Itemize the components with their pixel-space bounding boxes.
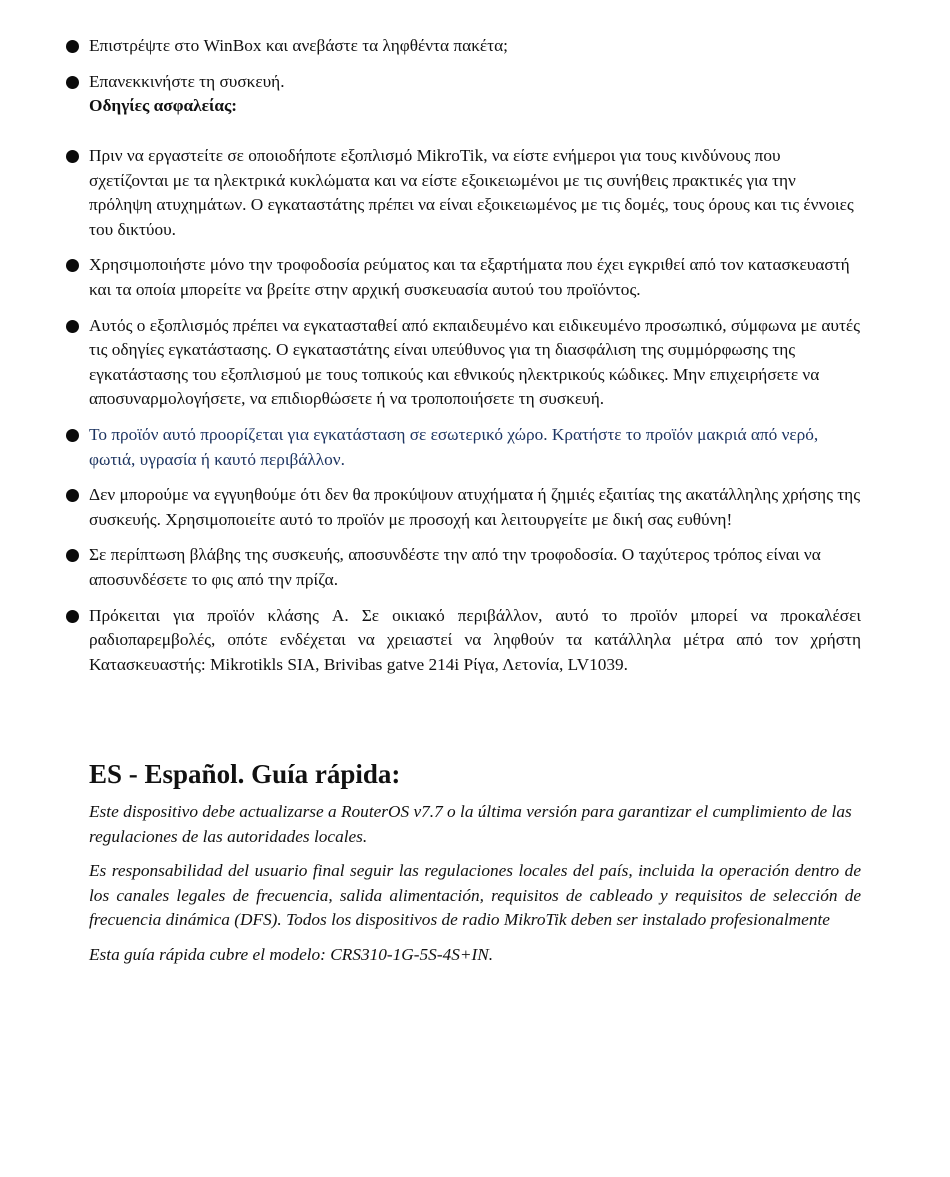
list-item-text: Επανεκκινήστε τη συσκευή. [89,71,285,91]
list-item [0,70,950,119]
safety-instructions [0,144,950,688]
list-item [0,483,950,532]
list-item-text: Επιστρέψτε στο WinBox και ανεβάστε τα ληφθέντα πακέτα; [89,36,508,55]
bullet-icon [66,76,79,89]
list-item-text: Σε περίπτωση βλάβης της συσκευής, αποσυνδέστε την από την τροφοδοσία. Ο ταχύτερος τρόπος είναι να αποσυνδέσετε το φις από την πρίζα. [89,545,821,589]
list-item-text: Δεν μπορούμε να εγγυηθούμε ότι δεν θα προκύψουν ατυχήματα ή ζημιές εξαιτίας της ακατάλληλης χρήσης της συσκευής. Χρησιμοποιείτε αυτό το προϊόν με προσοχή και λειτουργείτε με δική σας ευθύνη! [89,485,861,529]
list-item-text: Το προϊόν αυτό προορίζεται για εγκατάσταση σε εσωτερικό χώρο. Κρατήστε το προϊόν μακριά από νερό, φωτιά, υγρασία ή καυτό περιβάλλον. [89,424,819,469]
bullet-icon [66,429,79,442]
bullet-icon [66,489,79,502]
safety-heading: Οδηγίες ασφαλείας: [89,96,238,116]
list-item-text: Πρόκειται για προϊόν κλάσης A. Σε οικιακό περιβάλλον, αυτό το προϊόν μπορεί να προκαλέσει ραδιοπαρεμβολές, οπότε ενδέχεται να χρειαστεί να ληφθούν τα κατάλληλα μέτρα από τον χρήστη Κατασκευαστής: Mikrotikls SIA, Brivibas gatve 214i Ρίγα, Λετονία, LV1039. [89,605,861,674]
bullet-list-safety [0,144,950,677]
list-item [0,34,950,59]
list-item [0,543,950,592]
bullet-icon [66,549,79,562]
list-item-text: Χρησιμοποιήστε μόνο την τροφοδοσία ρεύματος και τα εξαρτήματα που έχει εγκριθεί από τον κατασκευαστή και τα οποία μπορείτε να βρείτε στην αρχική συσκευασία αυτού του προϊόντος. [89,255,850,299]
bullet-icon [66,259,79,272]
list-item [0,423,950,472]
list-item-text: Αυτός ο εξοπλισμός πρέπει να εγκατασταθεί από εκπαιδευμένο και ειδικευμένο προσωπικό, σύμφωνα με αυτές τις οδηγίες εγκατάστασης. Ο εγκαταστάτης είναι υπεύθυνος για τη διασφάλιση της συμμόρφωσης της εγκατάστασης του εξοπλισμού με τους τοπικούς και εθνικούς ηλεκτρικούς κώδικες. Μην επιχειρήσετε να αποσυναρμολογήσετε, να επιδιορθώσετε ή να τροποποιήσετε τη συσκευή. [89,315,861,409]
section-heading: ES - Español. Guía rápida: [89,759,401,789]
list-item [0,253,950,302]
top-instructions [0,34,950,119]
list-item [0,314,950,412]
list-item [0,144,950,242]
paragraph: Es responsabilidad del usuario final seguir las regulaciones locales del país, incluida la operación dentro de los canales legales de frecuencia, salida alimentación, requisitos de cableado y requisitos de selección de frecuencia dinámica (DFS). Todos los dispositivos de radio MikroTik deben ser instalado profesionalmente [89,861,861,930]
list-item [0,604,950,678]
es-quick-guide-section [0,757,950,978]
paragraph: Este dispositivo debe actualizarse a RouterOS v7.7 o la última versión para garantizar el cumplimiento de las regulaciones de las autoridades locales. [89,802,852,846]
bullet-icon [66,150,79,163]
list-item-text: Πριν να εργαστείτε σε οποιοδήποτε εξοπλισμό MikroTik, να είστε ενήμεροι για τους κινδύνους που σχετίζονται με τα ηλεκτρικά κυκλώματα και να είστε εξοικειωμένοι με τις συνήθεις πρακτικές για την πρόληψη ατυχημάτων. Ο εγκαταστάτης πρέπει να είναι εξοικειωμένος με τις δομές, τους όρους και τις έννοιες του δικτύου. [89,146,854,239]
paragraph: Esta guía rápida cubre el modelo: CRS310-1G-5S-4S+IN. [89,944,494,964]
bullet-icon [66,320,79,333]
bullet-list-top [0,34,950,119]
bullet-icon [66,610,79,623]
bullet-icon [66,40,79,53]
